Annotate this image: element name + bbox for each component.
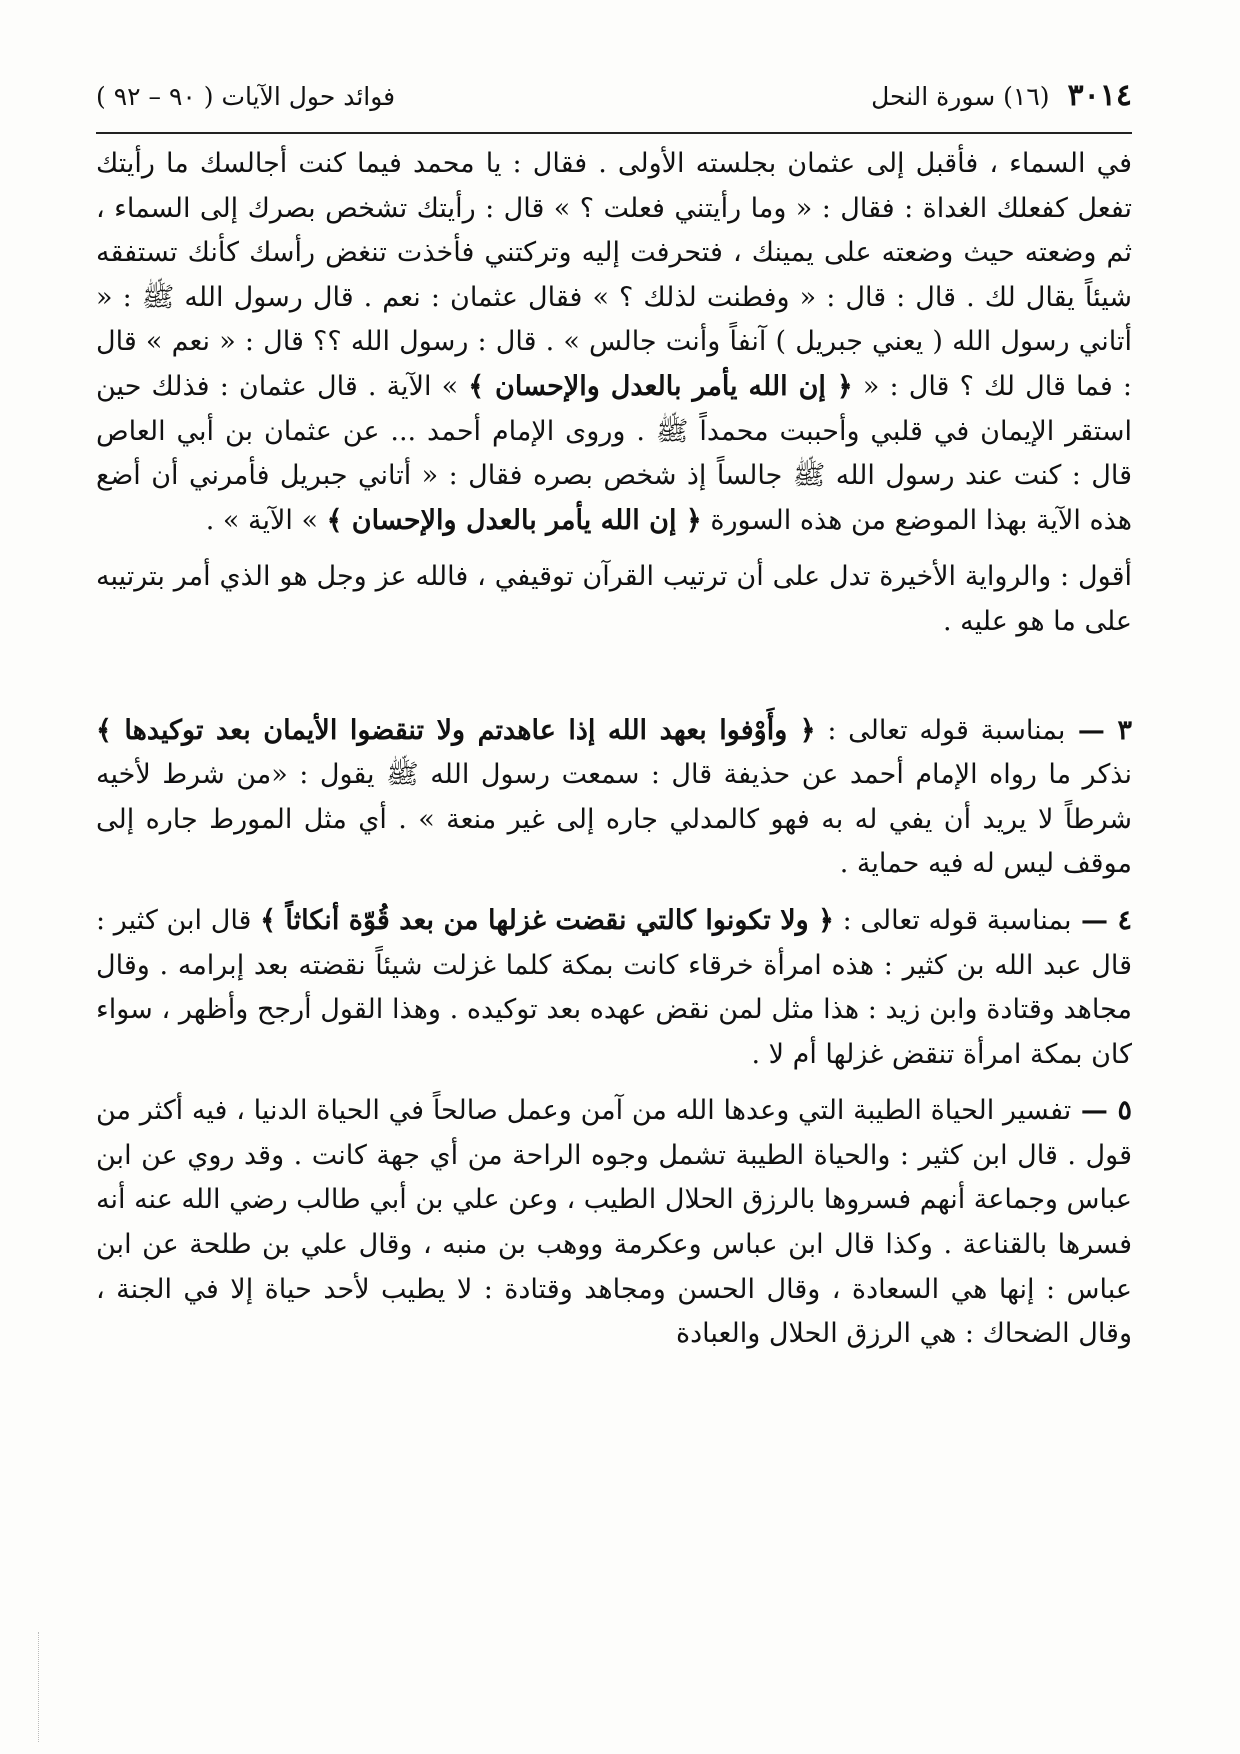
text-run: » الآية » . (205, 504, 327, 536)
text-run: » الآية . قال عثمان : فذلك حين استقر الإيمان في قلبي وأحببت محمداً ﷺ . وروى الإمام أحمد ... عن عثمان بن أبي العاص قال : كنت عند رسول الله ﷺ جالساً إذ شخص بصره فقال : « أتاني جبريل فأمرني أن أضع هذه الآية بهذا الموضع من هذه السورة (96, 370, 1132, 536)
page-number: ٣٠١٤ (1067, 78, 1132, 113)
item-number: ٤ (1117, 904, 1132, 936)
paragraph-comment: أقول : والرواية الأخيرة تدل على أن ترتيب القرآن توقيفي ، فالله عز وجل هو الذي أمر بترتيبه على ما هو عليه . (96, 561, 1132, 637)
section-title: فوائد حول الآيات ( ٩٠ – ٩٢ ) (96, 82, 396, 111)
item-4 (96, 899, 1132, 1077)
text-run: بمناسبة قوله تعالى : (815, 714, 1066, 746)
text-run: نذكر ما رواه الإمام أحمد عن حذيفة قال : سمعت رسول الله ﷺ يقول : «من شرط لأخيه شرطاً لا يريد أن يفي له به فهو كالمدلي جاره إلى غير منعة » . أي مثل المورط جاره إلى موقف ليس له فيه حماية . (96, 759, 1132, 880)
spacer (96, 543, 1132, 555)
item-number: ٥ (1117, 1095, 1132, 1127)
verse-quote: ﴿ وأَوْفوا بعهد الله إذا عاهدتم ولا تنقضوا الأيمان بعد توكيدها ﴾ (96, 714, 816, 746)
spacer (96, 645, 1132, 709)
text-run: بمناسبة قوله تعالى : (833, 904, 1072, 936)
item-dash: — (1071, 1095, 1118, 1127)
text-run: تفسير الحياة الطيبة التي وعدها الله من آمن وعمل صالحاً في الحياة الدنيا ، فيه أكثر من قول . قال ابن كثير : والحياة الطيبة تشمل وجوه الراحة من أي جهة كانت . وقد روي عن ابن عباس وجماعة أنهم فسروها بالرزق الحلال الطيب ، وعن علي بن أبي طالب رضي الله عنه أنه فسرها بالقناعة . وكذا قال ابن عباس وعكرمة ووهب بن منبه ، وقال علي بن طلحة عن ابن عباس : إنها هي السعادة ، وقال الحسن ومجاهد وقتادة : لا يطيب لأحد حياة إلا في الجنة ، وقال الضحاك : هي الرزق الحلال والعبادة (96, 1095, 1132, 1350)
spacer (96, 1077, 1132, 1089)
header-chapter-block (871, 78, 1132, 113)
item-number: ٣ (1117, 714, 1132, 746)
text-run: قال ابن كثير : قال عبد الله بن كثير : هذه امرأة خرقاء كانت بمكة كلما غزلت شيئاً نقضته بعد إبرامه . وقال مجاهد وقتادة وابن زيد : هذا مثل لمن نقض عهده بعد توكيده . وهذا القول أرجح وأظهر ، سواء كان بمكة امرأة تنقض غزلها أم لا . (96, 904, 1132, 1070)
item-dash: — (1071, 904, 1118, 936)
page-body (96, 142, 1132, 1357)
paragraph-hadith (96, 142, 1132, 543)
verse-quote: ﴿ ولا تكونوا كالتي نقضت غزلها من بعد قُوّة أنكاثاً ﴾ (260, 904, 834, 936)
item-5 (96, 1089, 1132, 1357)
spacer (96, 887, 1132, 899)
page-header (96, 78, 1132, 126)
verse-quote: ﴿ إن الله يأمر بالعدل والإحسان ﴾ (468, 370, 853, 402)
text-run: في السماء ، فأقبل إلى عثمان بجلسته الأولى . فقال : يا محمد فيما كنت أجالسك ما رأيتك تفعل كفعلك الغداة : فقال : « وما رأيتني فعلت ؟ » قال : رأيتك تشخص بصرك إلى السماء ، ثم وضعته حيث وضعته على يمينك ، فتحرفت إليه وتركتني فأخذت تنغض رأسك كأنك تستفقه شيئاً يقال لك . قال : قال : « وفطنت لذلك ؟ » فقال عثمان : نعم . قال رسول الله ﷺ : « أتاني رسول الله ( يعني جبريل ) آنفاً وأنت جالس » . قال : رسول الله ؟؟ قال : « نعم » قال : فما قال لك ؟ قال : « (96, 148, 1133, 402)
header-rule (96, 132, 1132, 134)
item-3 (96, 709, 1132, 887)
scan-margin-marks (38, 1632, 47, 1742)
item-dash: — (1065, 714, 1118, 746)
chapter-title: (١٦) سورة النحل (871, 82, 1050, 111)
verse-quote: ﴿ إن الله يأمر بالعدل والإحسان ﴾ (326, 504, 702, 536)
